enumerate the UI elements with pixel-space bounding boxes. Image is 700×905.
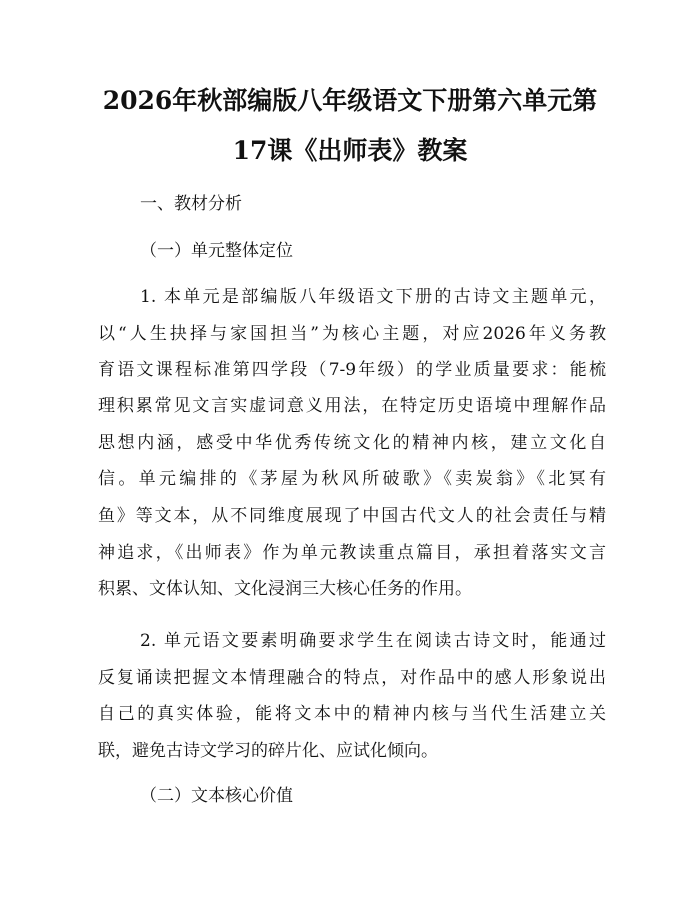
- subsection-heading: （一）单元整体定位: [140, 241, 293, 261]
- document-title-line-2: 17课《出师表》教案: [232, 136, 468, 165]
- paragraph-1-line: 以“人生抉择与家国担当”为核心主题，对应2026年义务教: [98, 324, 606, 344]
- paragraph-2-line: 自己的真实体验，能将文本中的精神内核与当代生活建立关: [98, 704, 606, 724]
- paragraph-1-line: 1. 本单元是部编版八年级语文下册的古诗文主题单元，: [140, 287, 606, 307]
- paragraph-1-line: 积累、文体认知、文化浸润三大核心任务的作用。: [98, 579, 472, 599]
- paragraph-2-line: 反复诵读把握文本情理融合的特点，对作品中的感人形象说出: [98, 668, 606, 688]
- paragraph-1-line: 鱼》等文本，从不同维度展现了中国古代文人的社会责任与精: [98, 506, 606, 526]
- paragraph-1-line: 神追求，《出师表》作为单元教读重点篇目，承担着落实文言: [98, 543, 606, 563]
- paragraph-2-line: 2. 单元语文要素明确要求学生在阅读古诗文时，能通过: [140, 631, 606, 651]
- section-heading: 一、教材分析: [140, 194, 242, 214]
- document-title-line-1: 2026年秋部编版八年级语文下册第六单元第: [102, 86, 598, 115]
- subsection-heading: （二）文本核心价值: [140, 786, 293, 806]
- paragraph-1-line: 思想内涵，感受中华优秀传统文化的精神内核，建立文化自: [98, 433, 606, 453]
- paragraph-2-line: 联，避免古诗文学习的碎片化、应试化倾向。: [98, 741, 438, 761]
- paragraph-1-line: 理积累常见文言实虚词意义用法，在特定历史语境中理解作品: [98, 396, 606, 416]
- paragraph-1-line: 信。单元编排的《茅屋为秋风所破歌》《卖炭翁》《北冥有: [98, 469, 606, 489]
- paragraph-1-line: 育语文课程标准第四学段（7-9年级）的学业质量要求：能梳: [98, 360, 606, 380]
